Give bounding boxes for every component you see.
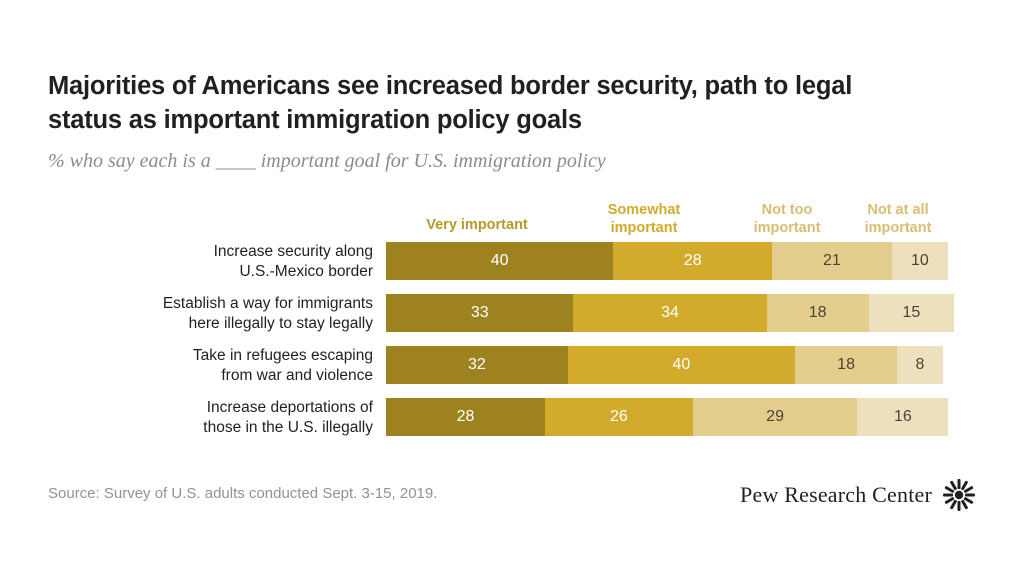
- row-label-line: here illegally to stay legally: [188, 314, 373, 332]
- bar-segment-very-important: 28: [386, 398, 545, 436]
- bar-segment-not-too-important: 18: [767, 294, 869, 332]
- row-label-line: those in the U.S. illegally: [203, 418, 373, 436]
- legend-item-very-important: [387, 216, 567, 234]
- stacked-bar-chart: [48, 196, 976, 456]
- bar-segment-somewhat-important: 26: [545, 398, 693, 436]
- row-label: [48, 398, 386, 438]
- row-label-line: Establish a way for immigrants: [162, 295, 373, 312]
- chart-row: [48, 398, 976, 450]
- chart-row: [48, 346, 976, 398]
- legend-label-line: important: [753, 220, 821, 237]
- row-label: [48, 346, 386, 386]
- pew-starburst-logo-icon: [942, 478, 976, 512]
- row-label: [48, 294, 386, 334]
- chart-row: [48, 242, 976, 294]
- bar-segment-not-at-all-important: 16: [857, 398, 948, 436]
- bar-segment-very-important: 32: [386, 346, 568, 384]
- row-label: [48, 242, 386, 282]
- bar-segment-very-important: 33: [386, 294, 573, 332]
- row-label-line: U.S.-Mexico border: [239, 262, 373, 280]
- bar-segment-not-too-important: 21: [772, 242, 891, 280]
- bar-segment-not-at-all-important: 10: [892, 242, 949, 280]
- page-title: Majorities of Americans see increased border security, path to legal status as important immigration policy goals: [48, 72, 853, 134]
- page-subtitle: % who say each is a ____ important goal for U.S. immigration policy: [48, 150, 606, 172]
- bar-segment-very-important: 40: [386, 242, 613, 280]
- legend-label-line: important: [864, 220, 932, 237]
- bar-segment-not-too-important: 29: [693, 398, 858, 436]
- chart-row: [48, 294, 976, 346]
- bar-segment-somewhat-important: 28: [613, 242, 772, 280]
- row-label-line: from war and violence: [221, 366, 373, 384]
- legend-label-line: Not too: [761, 202, 813, 218]
- legend-label-line: important: [610, 220, 678, 237]
- legend-label-line: Not at all: [867, 202, 929, 218]
- stacked-bar: [386, 346, 962, 384]
- legend-label-line: Very important: [426, 217, 528, 233]
- legend-item-not-at-all-important: [828, 201, 968, 237]
- stacked-bar: [386, 398, 962, 436]
- source-note: Source: Survey of U.S. adults conducted Sept. 3-15, 2019.: [48, 485, 438, 502]
- bar-segment-not-too-important: 18: [795, 346, 897, 384]
- bar-segment-somewhat-important: 34: [573, 294, 766, 332]
- brand-name: Pew Research Center: [740, 482, 932, 507]
- row-label-line: Take in refugees escaping: [192, 347, 373, 364]
- legend-label-line: Somewhat: [607, 202, 681, 218]
- chart-legend: [48, 196, 976, 242]
- bar-segment-not-at-all-important: 8: [897, 346, 942, 384]
- bar-segment-somewhat-important: 40: [568, 346, 795, 384]
- chart-rows: [48, 242, 976, 450]
- brand-lockup: [740, 478, 976, 512]
- legend-item-somewhat-important: [568, 201, 720, 237]
- row-label-line: Increase security along: [213, 243, 373, 260]
- stacked-bar: [386, 242, 962, 280]
- bar-segment-not-at-all-important: 15: [869, 294, 954, 332]
- row-label-line: Increase deportations of: [206, 399, 373, 416]
- stacked-bar: [386, 294, 962, 332]
